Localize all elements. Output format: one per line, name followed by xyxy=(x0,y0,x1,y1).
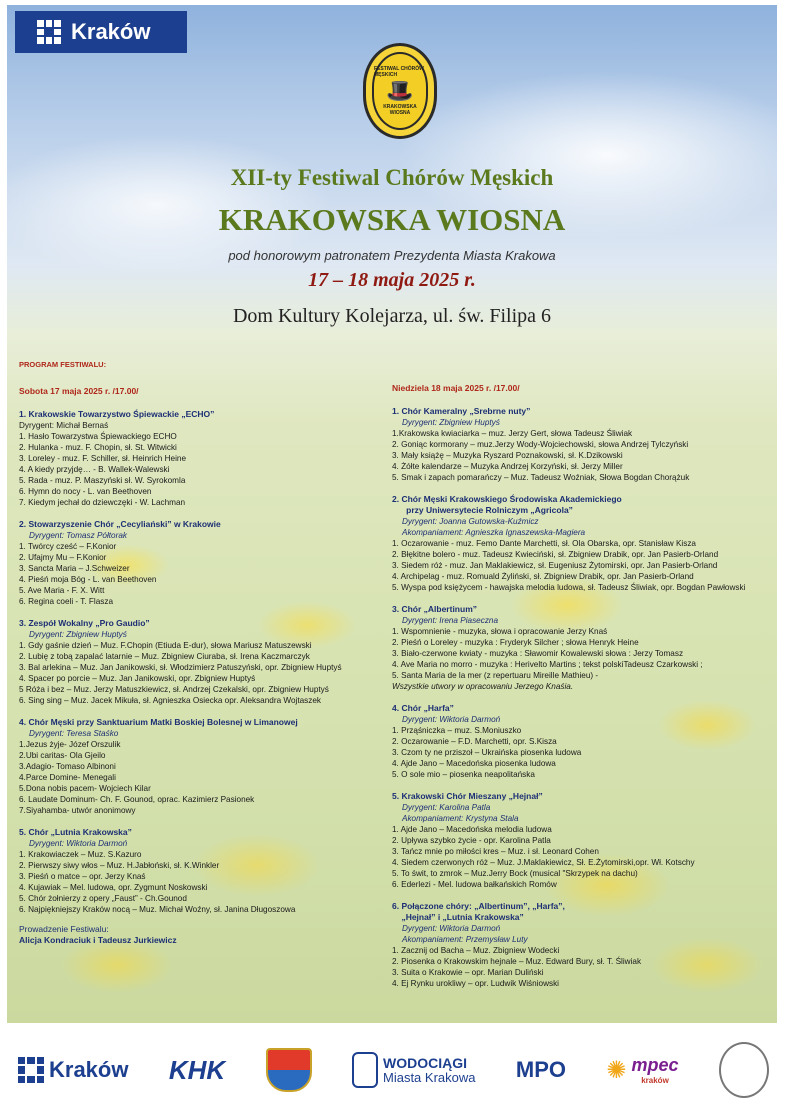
program-item: 1. Hasło Towarzystwa Śpiewackiego ECHO xyxy=(19,432,177,441)
krakow-grid-icon xyxy=(37,20,61,44)
program-item: 5. O sole mio – piosenka neapolitańska xyxy=(392,770,535,779)
program-item: 5. To świt, to zmrok – Muz.Jerry Bock (musical "Skrzypek na dachu) xyxy=(392,869,638,878)
choir-block xyxy=(19,618,394,706)
program-item: 2. Błękitne bolero - muz. Tadeusz Kwieciński, sł. Zbigniew Drabik, opr. Jan Pasierb-Orland xyxy=(392,550,719,559)
choir-name: 1. Krakowskie Towarzystwo Śpiewackie „ECHO” xyxy=(19,409,215,419)
choir-name: 3. Zespół Wokalny „Pro Gaudio” xyxy=(19,618,150,628)
choir-role: Akompaniament: Krystyna Stala xyxy=(402,814,519,823)
tk-seal-icon xyxy=(719,1042,769,1098)
program-item: 2. Goniąc kormorany – muz.Jerzy Wody-Wojciechowski, słowa Andrzej Tylczyński xyxy=(392,440,689,449)
program-item: 2. Oczarowanie – F.D. Marchetti, opr. S.Kisza xyxy=(392,737,557,746)
poster xyxy=(7,5,777,1023)
choir-name: 4. Chór Męski przy Sanktuarium Matki Boskiej Bolesnej w Limanowej xyxy=(19,717,298,727)
choir-role: Dyrygent: Zbigniew Huptyś xyxy=(29,630,127,639)
program-item: 5. Chór żołnierzy z opery „Faust” - Ch.Gounod xyxy=(19,894,187,903)
choir-role: Dyrygent: Karolina Patla xyxy=(402,803,491,812)
program-item: 1.Krakowska kwiaciarka – muz. Jerzy Gert, słowa Tadeusz Śliwiak xyxy=(392,429,633,438)
choir-block xyxy=(19,519,394,607)
program-item: 6. Ederlezi - Mel. ludowa bałkańskich Romów xyxy=(392,880,557,889)
krakow-logo-text: Kraków xyxy=(71,19,151,44)
choir-block xyxy=(392,406,772,483)
choir-block xyxy=(392,494,772,593)
program-item: 6. Sing sing – Muz. Jacek Mikuła, sł. Agnieszka Osiecka opr. Aleksandra Wojtaszek xyxy=(19,696,322,705)
program-item: 2. Upływa szybko życie - opr. Karolina Patla xyxy=(392,836,551,845)
program-item: 3. Czom ty ne prziszoł – Ukraińska piosenka ludowa xyxy=(392,748,582,757)
program-item: 3. Biało-czerwone kwiaty - muzyka : Sławomir Kowalewski słowa : Jerzy Tomasz xyxy=(392,649,684,658)
choir-role: Dyrygent: Wiktoria Darmoń xyxy=(29,839,128,848)
venue: Dom Kultury Kolejarza, ul. św. Filipa 6 xyxy=(232,305,552,327)
sunday-column xyxy=(392,383,772,1000)
program-item: 4. Ej Rynku urokliwy – opr. Ludwik Wiśniowski xyxy=(392,979,559,988)
program-item: 4. Kujawiak – Mel. ludowa, opr. Zygmunt Noskowski xyxy=(19,883,208,892)
program-item: 4. Spacer po porcie – Muz. Jan Janikowski, opr. Zbigniew Huptyś xyxy=(19,674,256,683)
choir-block xyxy=(392,901,772,989)
program-item: 6. Regina coeli - T. Flasza xyxy=(19,597,114,606)
sponsor-mpo-text: MPO xyxy=(515,1057,566,1082)
sponsor-tk[interactable] xyxy=(719,1042,769,1098)
program-item: 1. Twórcy cześć – F.Konior xyxy=(19,542,117,551)
program-item: 2. Pierwszy siwy włos – Muz. H.Jabłoński, sł. K.Winkler xyxy=(19,861,220,870)
wodociagi-line1: WODOCIĄGI xyxy=(383,1054,467,1071)
program-item: 3. Bal arlekina – Muz. Jan Janikowski, sł. Włodzimierz Patuszyński, opr. Zbigniew Huptyś xyxy=(19,663,342,672)
program-item: 5.Dona nobis pacem- Wojciech Kilar xyxy=(19,784,151,793)
wodociagi-line2: Miasta Krakowa xyxy=(383,1069,476,1085)
program-item: 1. Zacznij od Bacha – Muz. Zbigniew Wodecki xyxy=(392,946,560,955)
choir-block xyxy=(392,791,772,890)
program-item: 3. Siedem róż - muz. Jan Maklakiewicz, sł. Eugeniusz Żytomirski, opr. Jan Pasierb-Orland xyxy=(392,561,718,570)
choir-role: Dyrygent: Michał Bernaś xyxy=(19,421,109,430)
program-item: 2. Lubię z tobą zapalać latarnie – Muz. Zbigniew Ciuraba, sł. Irena Kaczmarczyk xyxy=(19,652,310,661)
krakow-logo[interactable] xyxy=(15,11,187,53)
choir-block xyxy=(392,604,772,692)
choir-block xyxy=(19,409,394,508)
choir-name: 3. Chór „Albertinum” xyxy=(392,604,478,614)
saturday-choirs xyxy=(19,409,394,915)
choir-name: 4. Chór „Harfa” xyxy=(392,703,454,713)
program-item: 4. Ajde Jano – Macedońska piosenka ludowa xyxy=(392,759,556,768)
choir-note: Wszystkie utwory w opracowaniu Jerzego Knaśia. xyxy=(392,682,574,691)
sponsor-mpo[interactable] xyxy=(516,1057,566,1083)
program-item: 5. Smak i zapach pomarańczy – Muz. Tadeusz Woźniak, Słowa Bogdan Chorążuk xyxy=(392,473,690,482)
program-item: 4. Ave Maria no morro - muzyka : Herivelto Martins ; tekst polskiTadeusz Czarkowski ; xyxy=(392,660,703,669)
moderation-label: Prowadzenie Festiwalu: xyxy=(19,924,109,934)
emblem-bottom-text: KRAKOWSKA WIOSNA xyxy=(383,104,417,116)
program-item: 5. Santa Maria de la mer (z repertuaru Mireille Mathieu) - xyxy=(392,671,599,680)
program-item: 4. A kiedy przyjdę… - B. Wallek-Walewski xyxy=(19,465,170,474)
choir-block xyxy=(19,827,394,915)
choir-block xyxy=(19,717,394,816)
sponsor-khk-text: KHK xyxy=(168,1054,226,1085)
choir-block xyxy=(392,703,772,780)
program-item: 3. Pieśń o matce – opr. Jerzy Knaś xyxy=(19,872,146,881)
program-item: 6. Najpiękniejszy Kraków nocą – Muz. Michał Woźny, sł. Janina Długoszowa xyxy=(19,905,296,914)
moderators: Alicja Kondraciuk i Tadeusz Jurkiewicz xyxy=(19,935,177,945)
emblem-top-text: FESTIWAL CHÓRÓW MĘSKICH xyxy=(374,66,424,78)
program-item: 1.Jezus żyje- Józef Orszulik xyxy=(19,740,121,749)
choir-name: 6. Połączone chóry: „Albertinum”, „Harfa”, „Hejnał” i „Lutnia Krakowska” xyxy=(392,901,565,922)
sponsor-coat-of-arms[interactable] xyxy=(266,1048,312,1092)
sponsor-mpec[interactable] xyxy=(606,1055,678,1085)
festival-name: KRAKOWSKA WIOSNA xyxy=(218,202,566,237)
patronage-line: pod honorowym patronatem Prezydenta Miasta Krakowa xyxy=(228,248,556,263)
program-item: 2. Hulanka - muz. F. Chopin, sł. St. Witwicki xyxy=(19,443,177,452)
program-item: 1. Gdy gaśnie dzień – Muz. F.Chopin (Etiuda E-dur), słowa Mariusz Matuszewski xyxy=(19,641,312,650)
program-item: 3. Mały książę – Muzyka Ryszard Poznakowski, sł. K.Dzikowski xyxy=(392,451,623,460)
program-item: 3. Sancta Maria – J.Schweizer xyxy=(19,564,130,573)
choir-name: 2. Stowarzyszenie Chór „Cecyliański” w Krakowie xyxy=(19,519,221,529)
program-item: 2. Pieśń o Loreley - muzyka : Fryderyk Silcher ; słowa Henryk Heine xyxy=(392,638,639,647)
sponsor-mpec-text: mpec xyxy=(631,1055,679,1075)
choir-role: Akompaniament: Agnieszka Ignaszewska-Magiera xyxy=(402,528,586,537)
program-item: 3. Tańcz mnie po miłości kres – Muz. i sł. Leonard Cohen xyxy=(392,847,599,856)
choir-role: Dyrygent: Wiktoria Darmoń xyxy=(402,924,501,933)
choir-role: Akompaniament: Przemysław Luty xyxy=(402,935,528,944)
program-item: 6. Laudate Dominum- Ch. F. Gounod, oprac. Kazimierz Pasionek xyxy=(19,795,255,804)
program-item: 1. Krakowiaczek – Muz. S.Kazuro xyxy=(19,850,142,859)
program-item: 4. Archipelag - muz. Romuald Żyliński, sł. Zbigniew Drabik, opr. Jan Pasierb-Orland xyxy=(392,572,694,581)
wodociagi-icon xyxy=(352,1052,378,1088)
festival-title: XII-ty Festiwal Chórów Męskich xyxy=(230,165,554,190)
choir-role: Dyrygent: Tomasz Półtorak xyxy=(29,531,127,540)
program-label: PROGRAM FESTIWALU: xyxy=(19,360,107,369)
program-item: 7. Kiedym jechał do dziewczęki - W. Lachman xyxy=(19,498,186,507)
choir-role: Dyrygent: Teresa Staśko xyxy=(29,729,119,738)
program-item: 2.Ubi caritas- Ola Gjeilo xyxy=(19,751,106,760)
choir-role: Dyrygent: Irena Piaseczna xyxy=(402,616,499,625)
sunday-choirs xyxy=(392,406,772,989)
sponsor-khk[interactable] xyxy=(169,1055,225,1086)
program-item: 4. Siedem czerwonych róż – Muz. J.Maklakiewicz, Sł. E.Żytomirski,opr. Wł. Kotschy xyxy=(392,858,695,867)
choir-name: 1. Chór Kameralny „Srebrne nuty” xyxy=(392,406,531,416)
program-item: 1. Wspomnienie - muzyka, słowa i opracowanie Jerzy Knaś xyxy=(392,627,608,636)
program-item: 3. Loreley - muz. F. Schiller, sł. Heinrich Heine xyxy=(19,454,186,463)
program-item: 4.Parce Domine- Menegali xyxy=(19,773,116,782)
program-item: 5. Rada - muz. P. Maszyński sł. W. Syrokomla xyxy=(19,476,186,485)
program-item: 2. Ufajmy Mu – F.Konior xyxy=(19,553,107,562)
festival-dates: 17 – 18 maja 2025 r. xyxy=(308,269,476,291)
choir-name: 2. Chór Męski Krakowskiego Środowiska Akademickiego przy Uniwersytecie Rolniczym „Agricola” xyxy=(392,494,622,515)
program-item: 3. Suita o Krakowie – opr. Marian Duliński xyxy=(392,968,544,977)
sponsor-krakow[interactable] xyxy=(18,1057,128,1083)
program-item: 1. Oczarowanie - muz. Femo Dante Marchetti, sł. Ola Obarska, opr. Stanisław Kisza xyxy=(392,539,696,548)
program-item: 1. Ajde Jano – Macedońska melodia ludowa xyxy=(392,825,552,834)
choir-name: 5. Chór „Lutnia Krakowska” xyxy=(19,827,132,837)
saturday-column xyxy=(19,359,394,946)
sponsor-mpec-sub: kraków xyxy=(641,1076,669,1085)
sponsor-krakow-text: Kraków xyxy=(49,1057,129,1082)
choir-role: Dyrygent: Zbigniew Huptyś xyxy=(402,418,500,427)
sunday-heading: Niedziela 18 maja 2025 r. /17.00/ xyxy=(392,383,520,393)
program-item: 1. Prząśniczka – muz. S.Moniuszko xyxy=(392,726,522,735)
program-item: 5. Ave Maria - F. X. Witt xyxy=(19,586,105,595)
krakow-grid-icon xyxy=(18,1057,44,1083)
program-item: 2. Piosenka o Krakowskim hejnale – Muz. Edward Bury, sł. T. Śliwiak xyxy=(392,957,642,966)
sponsor-bar xyxy=(0,1030,787,1110)
choir-role: Dyrygent: Joanna Gutowska-Kuźmicz xyxy=(402,517,539,526)
program-item: 3.Adagio- Tomaso Albinoni xyxy=(19,762,116,771)
sponsor-wodociagi[interactable] xyxy=(352,1052,475,1088)
gentleman-icon: 🎩 xyxy=(386,78,414,103)
choir-name: 5. Krakowski Chór Mieszany „Hejnał” xyxy=(392,791,543,801)
program-item: 6. Hymn do nocy - L. van Beethoven xyxy=(19,487,152,496)
program-item: 4. Żółte kalendarze – Muzyka Andrzej Korzyński, sł. Jerzy Miller xyxy=(392,462,623,471)
program-item: 4. Pieśń moja Bóg - L. van Beethoven xyxy=(19,575,157,584)
program-item: 5 Róża i bez – Muz. Jerzy Matuszkiewicz, sł. Andrzej Czekalski, opr. Zbigniew Huptyś xyxy=(19,685,329,694)
program-item: 5. Wyspa pod księżycem - hawajska melodia ludowa, sł. Tadeusz Śliwiak, opr. Bogdan Pawłowski xyxy=(392,583,746,592)
saturday-heading: Sobota 17 maja 2025 r. /17.00/ xyxy=(19,386,139,396)
festival-emblem xyxy=(363,43,437,139)
program-item: 7.Siyahamba- utwór anonimowy xyxy=(19,806,136,815)
mpec-star-icon: ✺ xyxy=(606,1056,627,1084)
coat-of-arms-icon xyxy=(266,1048,312,1092)
choir-role: Dyrygent: Wiktoria Darmoń xyxy=(402,715,501,724)
